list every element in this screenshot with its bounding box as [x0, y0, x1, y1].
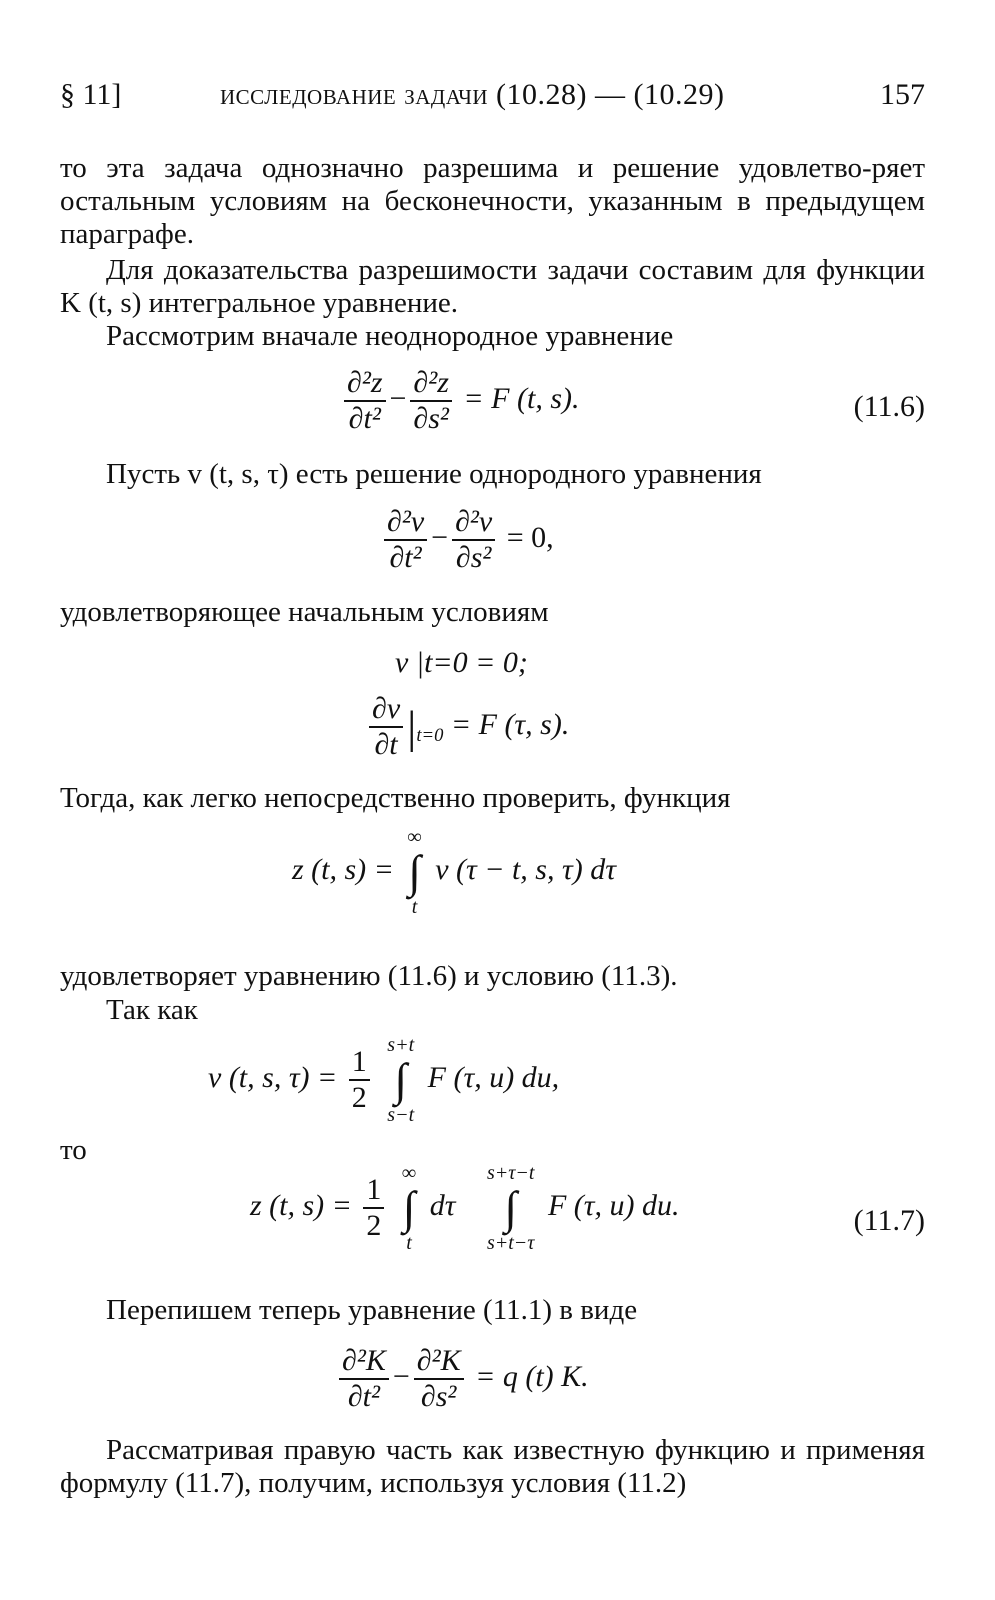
running-header: [60, 78, 925, 118]
paragraph-8: Так как: [106, 994, 198, 1026]
paragraph-11: Рассматривая правую часть как известную функцию и применяя формулу (11.7), получим, используя условия (11.2): [60, 1434, 925, 1499]
equation-11-7: z (t, s) = $\frac{1}{2}$ ∞ ∫ t dτ s+τ−t ∫ s+t−τ F (τ, u) du.: [250, 1162, 680, 1254]
equation-z-integral: z (t, s) = ∞ ∫ t v (τ − t, s, τ) dτ: [292, 826, 616, 918]
paragraph-1: то эта задача однозначно разрешима и решение удовлетво-ряет остальным условиям на бесконечности, указанным в предыдущем параграфе.: [60, 152, 925, 250]
paragraph-7: удовлетворяет уравнению (11.6) и условию (11.3).: [60, 960, 678, 992]
paragraph-10: Перепишем теперь уравнение (11.1) в виде: [106, 1294, 638, 1326]
equation-K: $\frac{\text{∂²K}}{\text{∂t²}}$ − $\frac{\text{∂²K}}{\text{∂s²}}$ = q (t) K.: [335, 1344, 589, 1414]
page-number: 157: [880, 78, 925, 111]
equation-v-integral: v (t, s, τ) = $\frac{1}{2}$ s+t ∫ s−t F (τ, u) du,: [208, 1034, 560, 1126]
paragraph-5: удовлетворяющее начальным условиям: [60, 596, 549, 628]
paragraph-2: Для доказательства разрешимости задачи составим для функции K (t, s) интегральное уравнение.: [60, 254, 925, 319]
paragraph-9: то: [60, 1134, 87, 1166]
initial-condition-1: v |t=0 = 0;: [395, 646, 528, 679]
paragraph-4: Пусть v (t, s, τ) есть решение однородного уравнения: [106, 458, 762, 490]
header-title: исследование задачи (10.28) — (10.29): [220, 78, 725, 111]
equation-11-6: $\frac{\text{∂²z}}{\text{∂t²}}$ − $\frac{\text{∂²z}}{\text{∂s²}}$ = F (t, s).: [340, 366, 579, 436]
section-mark: § 11]: [60, 78, 122, 111]
equation-label-11-6: (11.6): [853, 390, 925, 423]
equation-label-11-7: (11.7): [853, 1204, 925, 1237]
initial-condition-2: $\frac{\partial v}{\partial t}$ $|_{t=0} = F$ (τ, s).: [365, 692, 569, 762]
paragraph-3: Рассмотрим вначале неоднородное уравнение: [106, 320, 674, 352]
equation-homogeneous: $\frac{\text{∂²v}}{\text{∂t²}}$ − $\frac{\text{∂²v}}{\text{∂s²}}$ = 0,: [380, 505, 554, 575]
paragraph-6: Тогда, как легко непосредственно проверить, функция: [60, 782, 731, 814]
